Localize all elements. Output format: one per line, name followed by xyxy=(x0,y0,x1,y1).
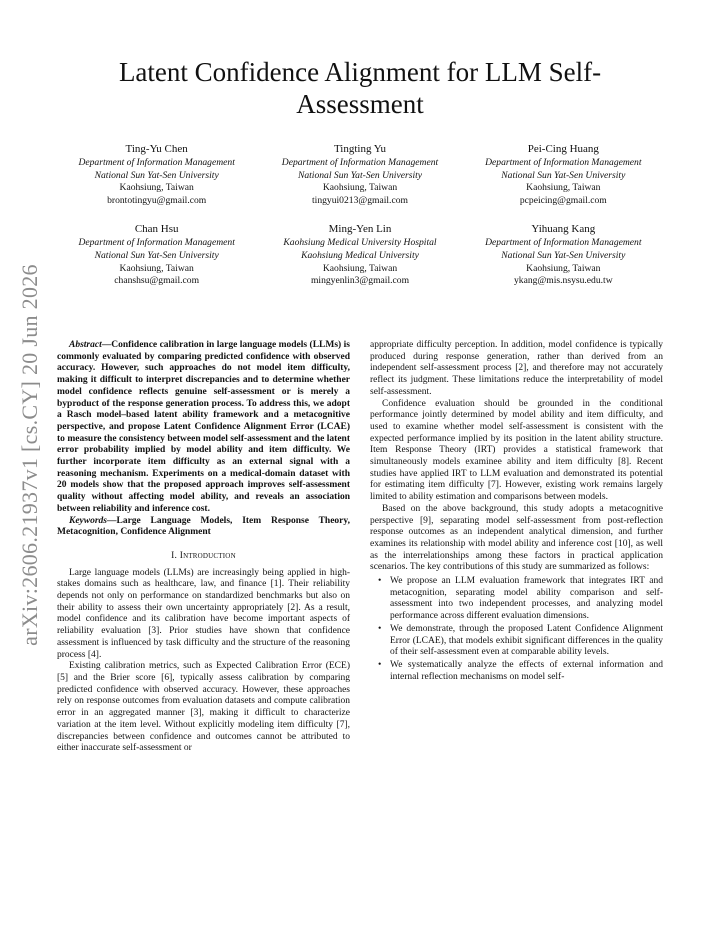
author-name: Tingting Yu xyxy=(333,143,387,155)
author-email: pcpeicing@gmail.com xyxy=(519,194,607,206)
author-email: mingyenlin3@gmail.com xyxy=(310,275,410,287)
keywords-label: Keywords xyxy=(69,515,107,526)
arxiv-id-text: arXiv:2606.21937v1 [cs.CY] 20 Jun 2026 xyxy=(17,264,42,646)
intro-paragraph-2: Existing calibration metrics, such as Expected Calibration Error (ECE) [5] and the Brier score [6], typically assess calibration by comparing predicted confidence with observed accuracy. However, these approaches rely on response outcomes from evaluation datasets and compute calibration error in an aggregated manner [3], making it difficult to characterize variation at the item level. Without explicitly modeling item difficulty [7], discrepancies between confidence and outcomes cannot be attributed to either inaccurate self-assessment or xyxy=(57,661,350,754)
contributions-list xyxy=(370,576,663,683)
author-city: Kaohsiung, Taiwan xyxy=(322,262,398,274)
author-block xyxy=(57,142,663,288)
right-column xyxy=(370,340,663,755)
author-4 xyxy=(57,222,256,287)
contribution-item-1: • We propose an LLM evaluation framework that integrates IRT and metacognition, separating model ability comparison and self-assessment into two independent processes, and analyzing model performance across different evaluation dimensions. xyxy=(390,576,663,623)
author-department: Department of Information Management xyxy=(281,157,439,168)
arxiv-identifier-stamp xyxy=(0,0,60,932)
author-university: National Sun Yat-Sen University xyxy=(501,169,626,181)
author-email: ykang@mis.nsysu.edu.tw xyxy=(514,275,613,287)
author-university: National Sun Yat-Sen University xyxy=(94,169,219,181)
author-city: Kaohsiung, Taiwan xyxy=(119,182,194,194)
contribution-item-2: • We demonstrate, through the proposed Latent Confidence Alignment Error (LCAE), that models exhibit significant differences in the quality of their self-assessment even at comparable ability levels. xyxy=(390,624,663,659)
author-email: chanshsu@gmail.com xyxy=(114,275,200,287)
author-email: tingyui0213@gmail.com xyxy=(312,194,408,206)
section-number: I. xyxy=(171,550,178,561)
keywords xyxy=(57,516,350,539)
author-email: brontotingyu@gmail.com xyxy=(107,194,207,206)
paper-page xyxy=(57,56,663,754)
author-name: Ting-Yu Chen xyxy=(125,143,188,155)
section-heading-introduction xyxy=(57,551,350,563)
paper-title: Latent Confidence Alignment for LLM Self-Assessment xyxy=(118,57,602,119)
author-city: Kaohsiung, Taiwan xyxy=(119,262,194,274)
author-name: Ming-Yen Lin xyxy=(328,223,392,236)
abstract-text: —Confidence calibration in large language models (LLMs) is commonly evaluated by comparing predicted confidence with observed accuracy. However, such approaches do not model item difficulty, making it difficult to interpret discrepancies and to determine whether model confidence reflects genuine self-assessment or is merely a byproduct of the response generation process. To address this, we adopt a Rasch model–based latent ability framework and a metacognitive perspective, and propose Latent Confidence Alignment Error (LCAE) to measure the consistency between model self-assessment and the latent error probability implied by model ability and item difficulty. We further incorporate item difficulty as an external signal with a reasoning mechanism. Experiments on a medical-domain dataset with 20 models show that the proposed approach improves self-assessment quality without affecting model ability, and reveals an association between reliability and inference cost. xyxy=(57,340,350,514)
intro-paragraph-5: Based on the above background, this study adopts a metacognitive perspective [9], separating model self-assessment from post-reflection response outcomes as an independent analytical dimension, and further examines its relationship with model ability and inference cost [10], as well as the interrelationships among these factors in practical application scenarios. The key contributions of this study are summarized as follows: xyxy=(370,503,663,573)
author-name: Yihuang Kang xyxy=(531,223,596,236)
abstract xyxy=(57,340,350,516)
author-university: Kaohsiung Medical University xyxy=(301,249,419,261)
author-city: Kaohsiung, Taiwan xyxy=(526,262,601,274)
left-column xyxy=(57,340,350,755)
author-university: National Sun Yat-Sen University xyxy=(94,249,219,261)
body-columns xyxy=(57,340,663,755)
contribution-item-3: • We systematically analyze the effects of external information and internal reflection mechanisms on model self- xyxy=(390,660,663,683)
author-university: National Sun Yat-Sen University xyxy=(501,249,626,261)
author-department: Kaohsiung Medical University Hospital xyxy=(283,237,437,249)
author-department: Department of Information Management xyxy=(78,157,235,168)
section-title: Introduction xyxy=(179,550,236,561)
author-6 xyxy=(464,222,663,287)
intro-paragraph-4: Confidence evaluation should be grounded in the conditional performance jointly determined by model ability and item difficulty, and used to examine whether model self-assessment is consistent with the expected performance implied by its position in the latent ability structure. Item Response Theory (IRT) provides a statistical framework that simultaneously models examinee ability and item difficulty [8]. Recent studies have applied IRT to LLM evaluation and demonstrated its potential for estimating item difficulty [7]. However, existing work remains largely limited to ability estimation and comparisons between models. xyxy=(370,398,663,503)
abstract-label: Abstract xyxy=(69,340,102,350)
intro-paragraph-1: Large language models (LLMs) are increasingly being applied in high-stakes domains such as healthcare, law, and finance [1]. Their reliability depends not only on performance on standardized benchmarks but also on their ability to assess their own uncertainty appropriately [2]. As a result, model confidence and its calibration have become important aspects of reliability evaluation [3]. Prior studies have shown that confidence assessment is influenced by task difficulty and the structure of the reasoning process [4]. xyxy=(57,567,350,660)
intro-paragraph-3: appropriate difficulty perception. In addition, model confidence is typically produced during response generation, rather than derived from an independent self-assessment process [2], and therefore may not accurately reflect its judgment. These limitations reduce the interpretability of model self-assessment. xyxy=(370,340,663,397)
author-city: Kaohsiung, Taiwan xyxy=(526,182,601,194)
author-name: Chan Hsu xyxy=(134,223,179,236)
author-name: Pei-Cing Huang xyxy=(527,143,599,155)
author-department: Department of Information Management xyxy=(485,157,642,168)
author-department: Department of Information Management xyxy=(485,237,642,249)
author-2 xyxy=(260,142,459,207)
author-department: Department of Information Management xyxy=(78,237,235,249)
author-1 xyxy=(57,142,256,207)
author-city: Kaohsiung, Taiwan xyxy=(322,182,398,194)
keywords-text: —Large Language Models, Item Response Theory, Metacognition, Confidence Alignment xyxy=(57,515,350,538)
author-university: National Sun Yat-Sen University xyxy=(297,169,423,181)
author-5 xyxy=(260,222,459,287)
author-3 xyxy=(464,142,663,207)
